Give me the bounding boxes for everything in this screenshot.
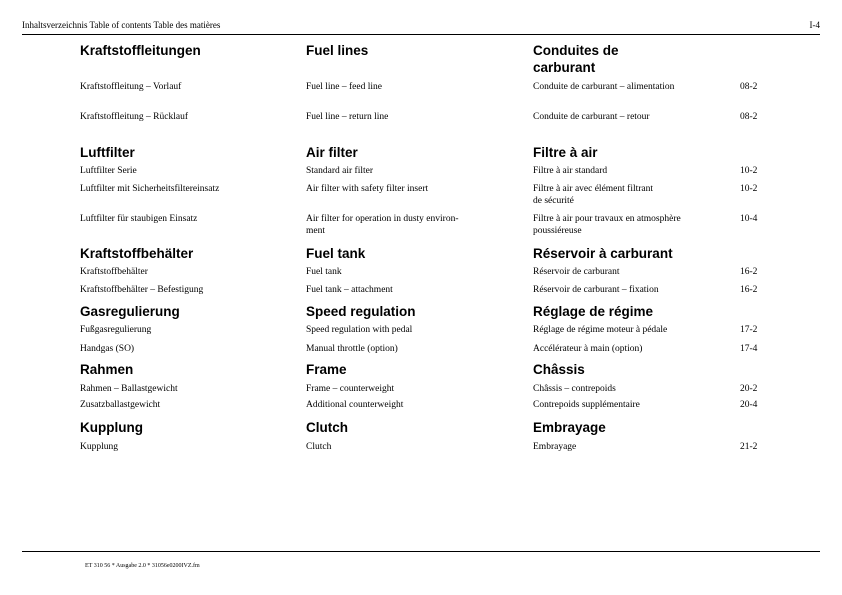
entry-page[interactable]: 16-2 — [740, 267, 758, 277]
footer-rule — [22, 551, 820, 552]
entry-page[interactable]: 10-2 — [740, 184, 758, 194]
entry-en[interactable]: Fuel tank — [306, 267, 342, 277]
entry-en[interactable]: Fuel line – return line — [306, 112, 389, 122]
section-heading-de: Rahmen — [80, 362, 134, 377]
section-heading-fr: Châssis — [533, 362, 585, 377]
section-heading-en: Fuel lines — [306, 43, 369, 58]
entry-fr[interactable]: Conduite de carburant – alimentation — [533, 82, 675, 92]
entry-page[interactable]: 10-4 — [740, 214, 758, 224]
entry-fr[interactable]: Accélérateur à main (option) — [533, 344, 643, 354]
section-heading-en: Clutch — [306, 420, 348, 435]
entry-fr[interactable]: Contrepoids supplémentaire — [533, 400, 640, 410]
entry-en[interactable]: Standard air filter — [306, 166, 374, 176]
entry-page[interactable]: 21-2 — [740, 442, 758, 452]
entry-de[interactable]: Zusatzballastgewicht — [80, 400, 161, 410]
entry-page[interactable]: 08-2 — [740, 82, 758, 92]
entry-en[interactable]: Speed regulation with pedal — [306, 325, 413, 335]
entry-en[interactable]: Fuel tank – attachment — [306, 285, 393, 295]
footer-text: ET 310 56 * Ausgabe 2.0 * 31056e0200IVZ.fm — [85, 563, 200, 569]
entry-de[interactable]: Luftfilter Serie — [80, 166, 137, 176]
section-heading-fr: Embrayage — [533, 420, 606, 435]
entry-fr[interactable]: Filtre à air pour travaux en atmosphère poussiéreuse — [533, 214, 681, 236]
entry-fr[interactable]: Embrayage — [533, 442, 577, 452]
entry-en[interactable]: Frame – counterweight — [306, 384, 395, 394]
entry-de[interactable]: Luftfilter für staubigen Einsatz — [80, 214, 198, 224]
entry-en[interactable]: Fuel line – feed line — [306, 82, 382, 92]
entry-de[interactable]: Kraftstoffbehälter – Befestigung — [80, 285, 204, 295]
entry-de[interactable]: Kraftstoffleitung – Rücklauf — [80, 112, 188, 122]
section-heading-en: Frame — [306, 362, 347, 377]
entry-en[interactable]: Air filter for operation in dusty environ- ment — [306, 214, 459, 236]
entry-fr[interactable]: Réservoir de carburant – fixation — [533, 285, 659, 295]
entry-de[interactable]: Handgas (SO) — [80, 344, 135, 354]
section-heading-en: Air filter — [306, 145, 358, 160]
entry-de[interactable]: Fußgasregulierung — [80, 325, 152, 335]
entry-page[interactable]: 17-2 — [740, 325, 758, 335]
section-heading-en: Fuel tank — [306, 246, 366, 261]
entry-en[interactable]: Additional counterweight — [306, 400, 404, 410]
entry-de[interactable]: Kupplung — [80, 442, 118, 452]
page-number: I-4 — [809, 20, 820, 30]
entry-fr[interactable]: Filtre à air avec élément filtrant de sécurité — [533, 184, 654, 206]
header-rule — [22, 34, 820, 35]
entry-page[interactable]: 10-2 — [740, 166, 758, 176]
entry-en[interactable]: Clutch — [306, 442, 332, 452]
entry-fr[interactable]: Conduite de carburant – retour — [533, 112, 650, 122]
section-heading-de: Gasregulierung — [80, 304, 180, 319]
entry-page[interactable]: 08-2 — [740, 112, 758, 122]
entry-de[interactable]: Kraftstoffleitung – Vorlauf — [80, 82, 182, 92]
entry-fr[interactable]: Châssis – contrepoids — [533, 384, 616, 394]
section-heading-de: Kraftstoffleitungen — [80, 43, 201, 58]
section-heading-de: Luftfilter — [80, 145, 135, 160]
entry-page[interactable]: 16-2 — [740, 285, 758, 295]
section-heading-de: Kraftstoffbehälter — [80, 246, 194, 261]
entry-en[interactable]: Air filter with safety filter insert — [306, 184, 429, 194]
section-heading-fr: Réglage de régime — [533, 304, 654, 319]
entry-fr[interactable]: Filtre à air standard — [533, 166, 608, 176]
entry-page[interactable]: 17-4 — [740, 344, 758, 354]
entry-de[interactable]: Luftfilter mit Sicherheitsfiltereinsatz — [80, 184, 220, 194]
header-title: Inhaltsverzeichnis Table of contents Table des matières — [22, 20, 221, 30]
entry-page[interactable]: 20-4 — [740, 400, 758, 410]
entry-de[interactable]: Rahmen – Ballastgewicht — [80, 384, 178, 394]
entry-de[interactable]: Kraftstoffbehälter — [80, 267, 148, 277]
section-heading-de: Kupplung — [80, 420, 143, 435]
section-heading-fr: Réservoir à carburant — [533, 246, 673, 261]
entry-fr[interactable]: Réglage de régime moteur à pédale — [533, 325, 668, 335]
entry-page[interactable]: 20-2 — [740, 384, 758, 394]
section-heading-fr: Conduites de carburant — [533, 43, 619, 75]
section-heading-en: Speed regulation — [306, 304, 416, 319]
section-heading-fr: Filtre à air — [533, 145, 598, 160]
entry-fr[interactable]: Réservoir de carburant — [533, 267, 620, 277]
entry-en[interactable]: Manual throttle (option) — [306, 344, 398, 354]
